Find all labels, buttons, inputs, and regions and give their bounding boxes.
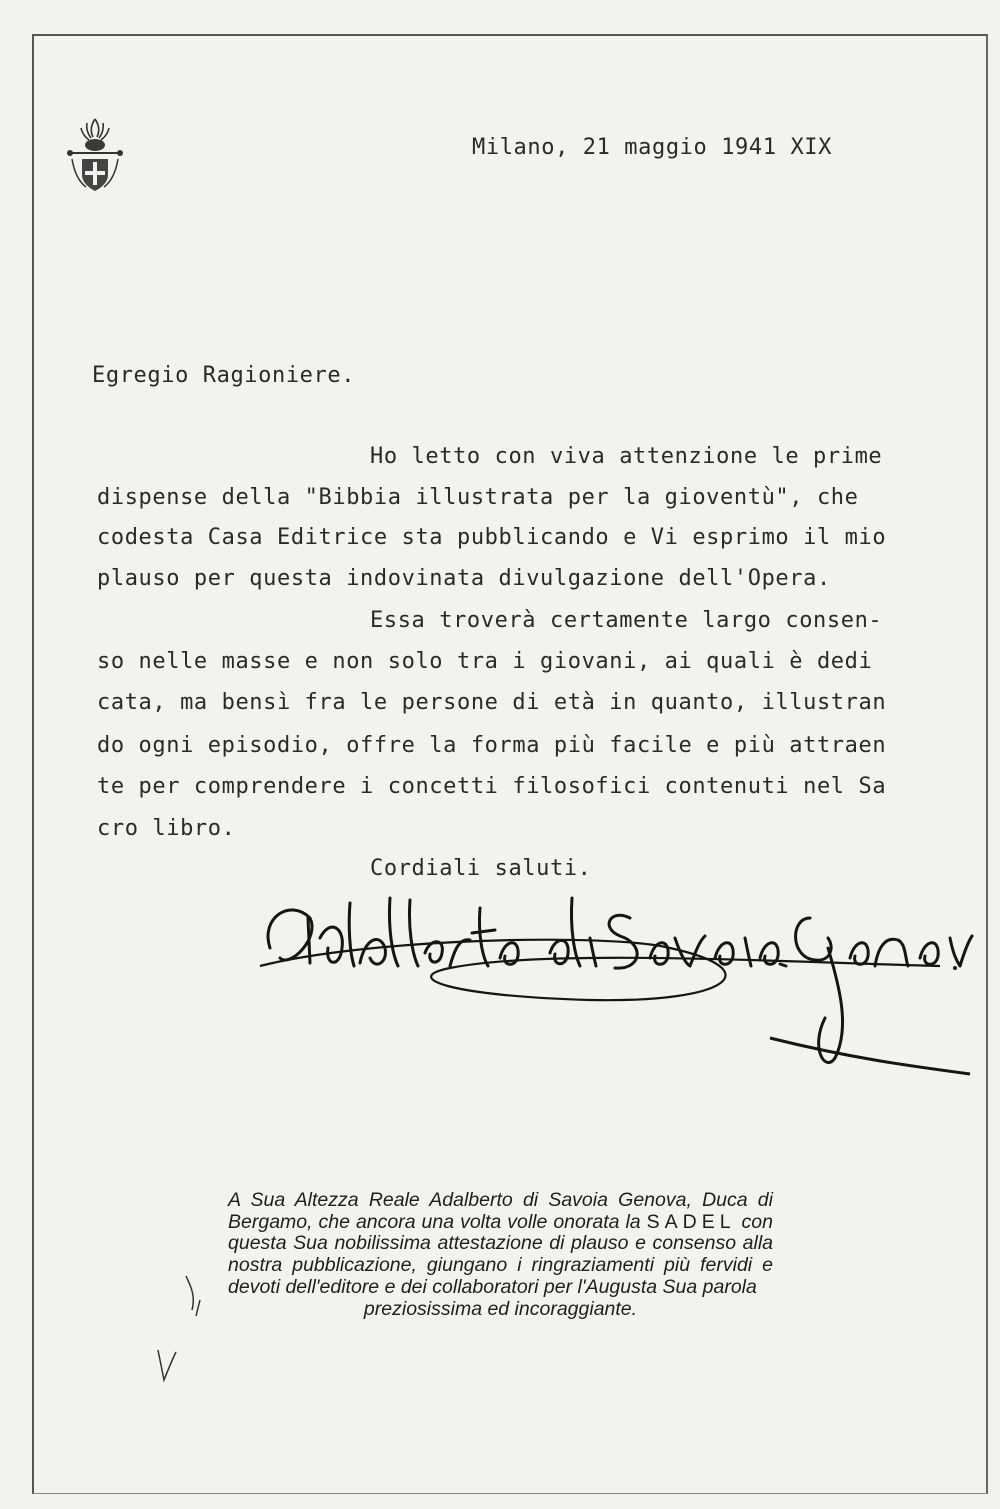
body-line: Ho letto con viva attenzione le prime [370,444,883,469]
body-line: so nelle masse e non solo tra i giovani, ai quali è dedi [97,649,873,674]
body-line: plauso per questa indovinata divulgazione dell'Opera. [97,566,831,591]
closing: Cordiali saluti. [370,856,592,881]
margin-mark-icon [150,1270,210,1390]
body-line: te per comprendere i concetti filosofici contenuti nel Sa [97,774,887,799]
caption-text: con questa Sua nobilissima attestazione di plauso e consenso alla nostra pubblicazione, giungano i ringraziamenti più fervidi e devoti dell'editore e dei collaboratori per l'Augusta Sua parola [228,1210,774,1298]
royal-coat-of-arms-icon [60,115,130,195]
body-line: codesta Casa Editrice sta pubblicando e Vi esprimo il mio [97,525,887,550]
caption-text: A Sua Altezza Reale Adalberto di Savoia Genova, Duca di Bergamo, che ancora una volta volle onorata la [228,1189,773,1233]
body-line: dispense della "Bibbia illustrata per la gioventù", che [97,485,859,510]
caption-last-line: preziosissima ed incoraggiante. [363,1297,638,1320]
body-line: do ogni episodio, offre la forma più facile e più attraen [97,733,887,758]
handwritten-signature [250,878,980,1088]
date-line: Milano, 21 maggio 1941 XIX [472,135,832,160]
publisher-name: SADEL [646,1210,736,1233]
body-line: cro libro. [97,816,236,841]
salutation: Egregio Ragioniere. [92,363,356,388]
dedication-caption [228,1190,773,1320]
body-line: cata, ma bensì fra le persone di età in quanto, illustran [97,690,887,715]
body-line: Essa troverà certamente largo consen- [370,608,883,633]
